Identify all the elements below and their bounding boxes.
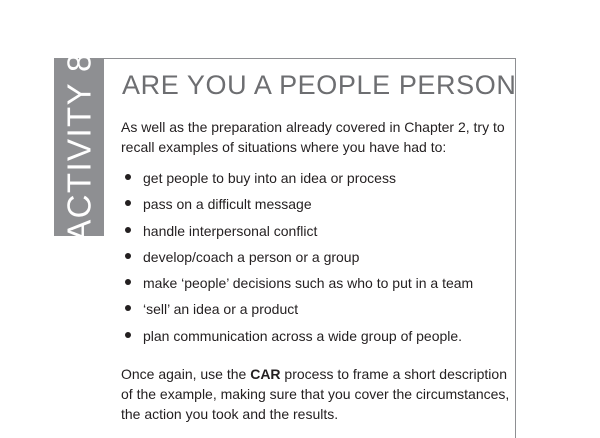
list-item-text: make ‘people’ decisions such as who to put in a team: [143, 275, 474, 292]
car-emphasis: CAR: [250, 366, 281, 382]
bullet-icon: [125, 279, 131, 285]
activity-label: ACTIVITY 8: [60, 52, 98, 242]
bullet-icon: [125, 305, 131, 311]
closing-text-after: process to frame a short description of the example, making sure that you cover the circumstances, the action you took and the results.: [121, 366, 510, 422]
list-item: [125, 299, 473, 325]
intro-paragraph: As well as the preparation already covered in Chapter 2, try to recall examples of situations where you have had to:: [121, 119, 505, 155]
list-item-text: handle interpersonal conflict: [143, 222, 318, 239]
bullet-icon: [125, 200, 131, 206]
bullet-icon: [125, 332, 131, 338]
closing-text-before: Once again, use the: [121, 366, 251, 382]
bullet-icon: [125, 253, 131, 259]
closing-paragraph: [121, 364, 516, 424]
activity-title: ARE YOU A PEOPLE PERSON: [122, 70, 517, 100]
list-item-text: pass on a difficult message: [143, 196, 312, 213]
list-item-text: get people to buy into an idea or process: [143, 170, 396, 186]
list-item-text: plan communication across a wide group of people.: [143, 327, 463, 344]
list-item: [125, 221, 473, 247]
list-item: [125, 326, 473, 352]
bullet-icon: [125, 227, 131, 233]
list-item-text: develop/coach a person or a group: [143, 248, 360, 265]
situation-list: [125, 168, 473, 352]
list-item: [125, 273, 473, 299]
list-item: [125, 168, 473, 194]
bullet-icon: [125, 174, 131, 180]
list-item: [125, 194, 473, 220]
list-item-text: ‘sell’ an idea or a product: [143, 301, 299, 318]
list-item: [125, 247, 473, 273]
